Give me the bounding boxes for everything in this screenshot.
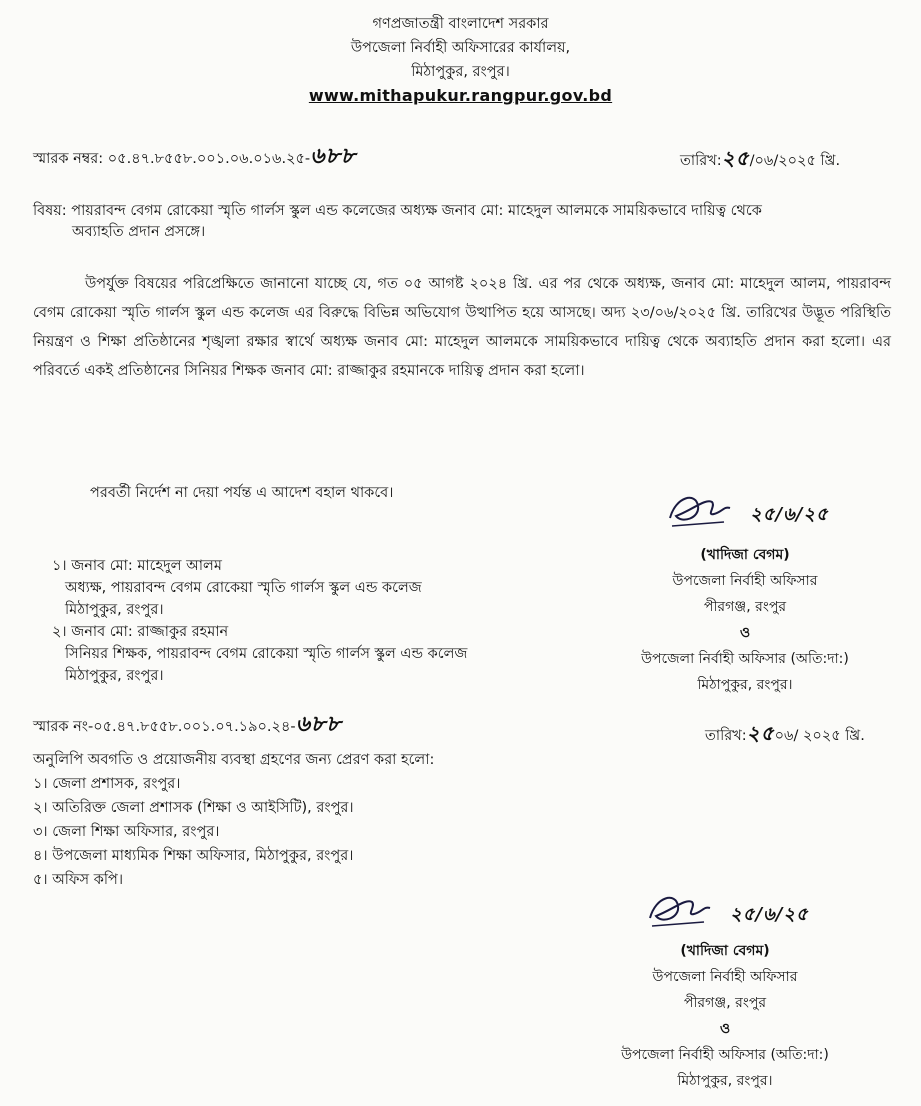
recipient-location: মিঠাপুকুর, রংপুর।	[65, 668, 164, 684]
signature-date: ২৫/৬/২৫	[730, 904, 809, 925]
recipient-item: ১। জনাব মো: মাহেদুল আলম অধ্যক্ষ, পায়রাবন্দ বেগম রোকেয়া স্মৃতি গার্লস স্কুল এন্ড কলেজ মিঠাপুকুর, রংপুর।	[52, 555, 467, 621]
recipient-item: ২। জনাব মো: রাজ্জাকুর রহমান সিনিয়র শিক্ষক, পায়রাবন্দ বেগম রোকেয়া স্মৃতি গার্লস স্কুল এন্ড কলেজ মিঠাপুকুর, রংপুর।	[52, 621, 467, 687]
subject-line-2: অব্যাহতি প্রদান প্রসঙ্গে।	[72, 224, 206, 240]
memo-number-label: স্মারক নং-০৫.৪৭.৮৫৫৮.০০১.০৭.১৯০.২৪-	[33, 719, 296, 735]
list-item: ৩। জেলা শিক্ষা অফিসার, রংপুর।	[33, 824, 220, 840]
recipient-location: মিঠাপুকুর, রংপুর।	[65, 602, 164, 618]
signature-block-2	[580, 888, 870, 1094]
subject-line-1	[33, 200, 762, 222]
date-handwritten: ২৫	[746, 721, 775, 745]
signatory-and: ও	[739, 625, 751, 641]
memo-number-label: স্মারক নম্বর: ০৫.৪৭.৮৫৫৮.০০১.০৬.০১৬.২৫-	[33, 151, 311, 167]
signatory-place: পীরগঞ্জ, রংপুর	[703, 599, 787, 615]
signatory-place-2: মিঠাপুকুর, রংপুর।	[677, 1073, 773, 1089]
government-name: গণপ্রজাতন্ত্রী বাংলাদেশ সরকার	[372, 16, 549, 32]
signature-scribble	[600, 488, 890, 542]
signature-scribble	[580, 888, 870, 938]
body-paragraph: উপর্যুক্ত বিষয়ের পরিপ্রেক্ষিতে জানানো যাচ্ছে যে, গত ০৫ আগষ্ট ২০২৪ খ্রি. এর পর থেকে অধ্যক্ষ, জনাব মো: মাহেদুল আলম, পায়রাবন্দ বেগম রোকেয়া স্মৃতি গার্লস স্কুল এন্ড কলেজ এর বিরুদ্ধে বিভিন্ন অভিযোগ উত্থাপিত হয়ে আসছে। অদ্য ২৩/০৬/২০২৫ খ্রি. তারিখের উদ্ভূত পরিস্থিতি নিয়ন্ত্রণ ও শিক্ষা প্রতিষ্ঠানের শৃঙ্খলা রক্ষার স্বার্থে অধ্যক্ষ জনাব মো: মাহেদুল আলমকে সাময়িকভাবে দায়িত্ব থেকে অব্যাহতি প্রদান করা হলো। এর পরিবর্তে একই প্রতিষ্ঠানের সিনিয়র শিক্ষক জনাব মো: রাজ্জাকুর রহমানকে দায়িত্ব প্রদান করা হলো।	[33, 276, 891, 379]
date-text: /০৬/২০২৫ খ্রি.	[749, 153, 841, 169]
signature-date: ২৫/৬/২৫	[750, 504, 829, 525]
office-name: উপজেলা নির্বাহী অফিসারের কার্যালয়,	[350, 40, 571, 56]
recipient-designation: সিনিয়র শিক্ষক, পায়রাবন্দ বেগম রোকেয়া স্মৃতি গার্লস স্কুল এন্ড কলেজ	[65, 646, 468, 662]
subject-label: বিষয়:	[33, 203, 67, 219]
copy-list	[33, 748, 434, 892]
order-statement: পরবর্তী নির্দেশ না দেয়া পর্যন্ত এ আদেশ বহাল থাকবে।	[90, 485, 394, 501]
website-link[interactable]: www.mithapukur.rangpur.gov.bd	[308, 86, 613, 105]
signatory-designation-2: উপজেলা নির্বাহী অফিসার (অতি:দা:)	[621, 1047, 829, 1063]
memo-date-2	[705, 722, 865, 747]
subject-text: পায়রাবন্দ বেগম রোকেয়া স্মৃতি গার্লস স্কুল এন্ড কলেজের অধ্যক্ষ জনাব মো: মাহেদুল আলমকে সাময়িকভাবে দায়িত্ব থেকে	[71, 203, 762, 219]
memo-number-1	[33, 145, 356, 170]
recipient-designation: অধ্যক্ষ, পায়রাবন্দ বেগম রোকেয়া স্মৃতি গার্লস স্কুল এন্ড কলেজ	[65, 580, 422, 596]
recipient-name: জনাব মো: মাহেদুল আলম	[71, 558, 222, 574]
signatory-name: (খাদিজা বেগম)	[700, 547, 790, 563]
signatory-name: (খাদিজা বেগম)	[680, 943, 770, 959]
recipient-name: জনাব মো: রাজ্জাকুর রহমান	[71, 624, 229, 640]
memo-number-handwritten: ৬৮৮	[295, 711, 342, 737]
list-item: ৫। অফিস কপি।	[33, 872, 124, 888]
signatory-designation-2: উপজেলা নির্বাহী অফিসার (অতি:দা:)	[641, 651, 849, 667]
memo-number-2	[33, 713, 341, 738]
list-item: ৪। উপজেলা মাধ্যমিক শিক্ষা অফিসার, মিঠাপুকুর, রংপুর।	[33, 848, 354, 864]
date-label: তারিখ:	[705, 728, 747, 744]
list-item: ২। অতিরিক্ত জেলা প্রশাসক (শিক্ষা ও আইসিটি), রংপুর।	[33, 800, 354, 816]
signature-block-1	[600, 488, 890, 698]
memo-date-1	[680, 147, 840, 172]
list-item: ১। জেলা প্রশাসক, রংপুর।	[33, 776, 181, 792]
date-text: ০৬/ ২০২৫ খ্রি.	[774, 728, 865, 744]
date-label: তারিখ:	[680, 153, 722, 169]
letterhead	[0, 12, 921, 108]
office-location: মিঠাপুকুর, রংপুর।	[411, 64, 510, 80]
signatory-place: পীরগঞ্জ, রংপুর	[683, 995, 767, 1011]
signatory-and: ও	[719, 1021, 731, 1037]
copy-intro: অনুলিপি অবগতি ও প্রয়োজনীয় ব্যবস্থা গ্রহণের জন্য প্রেরণ করা হলো:	[33, 752, 435, 768]
signatory-place-2: মিঠাপুকুর, রংপুর।	[697, 677, 793, 693]
recipient-list	[52, 555, 467, 687]
date-handwritten: ২৫	[721, 146, 750, 170]
signatory-designation: উপজেলা নির্বাহী অফিসার	[652, 969, 798, 985]
memo-number-handwritten: ৬৮৮	[310, 143, 357, 169]
signatory-designation: উপজেলা নির্বাহী অফিসার	[672, 573, 818, 589]
